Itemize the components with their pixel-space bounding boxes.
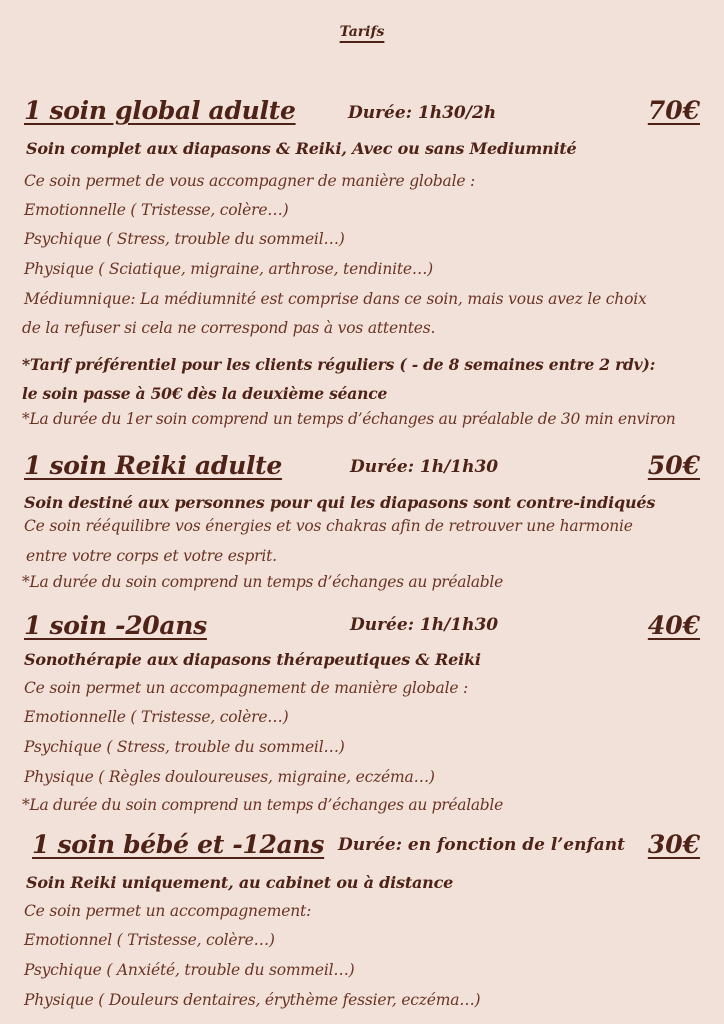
section-line: Emotionnelle ( Tristesse, colère…) — [24, 708, 289, 726]
section-title: 1 soin global adulte — [24, 96, 296, 125]
section-line: Psychique ( Stress, trouble du sommeil…) — [24, 738, 345, 756]
section-line: Ce soin rééquilibre vos énergies et vos chakras afin de retrouver une harmonie — [24, 517, 633, 535]
section-price: 30€ — [647, 830, 700, 859]
section-subtitle: Sonothérapie aux diapasons thérapeutiques & Reiki — [24, 650, 481, 669]
section-duration: Durée: 1h/1h30 — [350, 457, 499, 477]
section-line: Physique ( Douleurs dentaires, érythème fessier, eczéma…) — [24, 991, 481, 1009]
section-price: 70€ — [647, 96, 700, 125]
section-duration: Durée: en fonction de l’enfant — [338, 835, 625, 855]
section-line: Emotionnel ( Tristesse, colère…) — [24, 931, 275, 949]
section-line: Médiumnique: La médiumnité est comprise dans ce soin, mais vous avez le choix — [24, 290, 647, 308]
section-highlight: *Tarif préférentiel pour les clients réguliers ( - de 8 semaines entre 2 rdv): — [22, 355, 656, 374]
section-subtitle: Soin destiné aux personnes pour qui les diapasons sont contre-indiqués — [24, 493, 656, 512]
section-note: *La durée du soin comprend un temps d’échanges au préalable — [22, 796, 503, 814]
section-note: *La durée du soin comprend un temps d’échanges au préalable — [22, 573, 503, 591]
section-duration: Durée: 1h/1h30 — [350, 615, 499, 635]
section-price: 50€ — [647, 451, 700, 480]
section-title: 1 soin -20ans — [24, 611, 207, 640]
section-line: Psychique ( Stress, trouble du sommeil…) — [24, 230, 345, 248]
section-line: Psychique ( Anxiété, trouble du sommeil…) — [24, 961, 355, 979]
section-line: entre votre corps et votre esprit. — [26, 547, 277, 565]
section-duration: Durée: 1h30/2h — [348, 103, 497, 123]
section-subtitle: Soin complet aux diapasons & Reiki, Avec ou sans Mediumnité — [26, 139, 577, 158]
section-title: 1 soin bébé et -12ans — [32, 830, 325, 859]
section-price: 40€ — [647, 611, 700, 640]
section-line: Ce soin permet un accompagnement de manière globale : — [24, 679, 469, 697]
page-title: Tarifs — [339, 24, 385, 40]
section-title: 1 soin Reiki adulte — [24, 451, 283, 480]
section-subtitle: Soin Reiki uniquement, au cabinet ou à distance — [26, 873, 454, 892]
section-highlight: le soin passe à 50€ dès la deuxième séance — [22, 384, 388, 403]
section-line: de la refuser si cela ne correspond pas à vos attentes. — [22, 319, 436, 337]
section-line: Physique ( Règles douloureuses, migraine, eczéma…) — [24, 768, 435, 786]
section-line: Physique ( Sciatique, migraine, arthrose, tendinite…) — [24, 260, 434, 278]
section-note: *La durée du 1er soin comprend un temps d’échanges au préalable de 30 min environ — [22, 410, 676, 428]
section-line: Emotionnelle ( Tristesse, colère…) — [24, 201, 289, 219]
section-line: Ce soin permet de vous accompagner de manière globale : — [24, 172, 476, 190]
section-line: Ce soin permet un accompagnement: — [24, 902, 312, 920]
